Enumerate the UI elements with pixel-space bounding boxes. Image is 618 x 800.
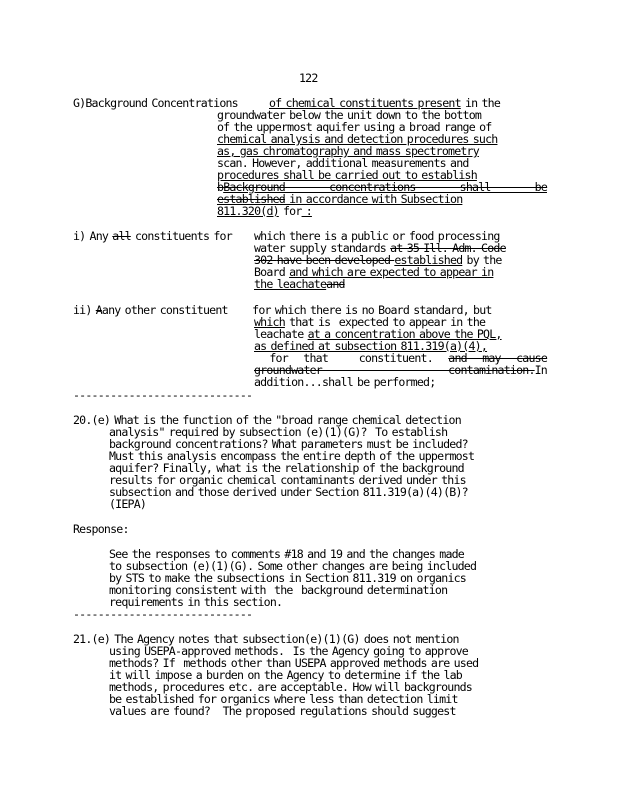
item-i-line-3: 302 have been developed established by the <box>254 253 502 267</box>
question-20-line-8: (IEPA) <box>109 497 147 511</box>
item-ii-line-2: which that is expected to appear in the <box>254 315 486 329</box>
question-21-line-5: methods, procedures etc. are acceptable. How will backgrounds <box>109 680 472 694</box>
question-20-line-4: Must this analysis encompass the entire depth of the uppermost <box>109 449 475 463</box>
separator-1: ----------------------------- <box>73 388 253 402</box>
item-i-line-5: the leachateand <box>254 277 345 291</box>
question-21-line-2: using USEPA-approved methods. Is the Agency going to approve <box>109 644 468 658</box>
question-20-line-5: aquifer? Finally, what is the relationship of the background <box>109 461 464 475</box>
response-line-4: monitoring consistent with the background determination <box>109 583 448 597</box>
section-g-line-8: bBackground concentrations shall be <box>217 180 547 194</box>
section-g-line-6: scan. However, additional measurements and <box>217 156 469 170</box>
section-g-line-1: of chemical constituents present in the <box>269 96 501 110</box>
item-i-line-1: which there is a public or food processing <box>254 229 500 243</box>
section-g-line-2: groundwater below the unit down to the bottom <box>217 108 482 122</box>
section-g-line-10: 811.320(d) for : <box>217 204 312 218</box>
section-g-line-9: established in accordance with Subsection <box>217 192 463 206</box>
question-20-line-2: analysis" required by subsection (e)(1)(G)? To establish <box>109 425 448 439</box>
item-i-line-2: water supply standards at 35 Ill. Adm. Code <box>254 241 506 255</box>
question-21-line-1: 21.(e) The Agency notes that subsection(e)(1)(G) does not mention <box>73 632 459 646</box>
response-line-1: See the responses to comments #18 and 19 and the changes made <box>109 547 464 561</box>
item-ii-line-6: groundwater contamination.In <box>254 363 547 377</box>
section-g-line-4: chemical analysis and detection procedures such <box>217 132 498 146</box>
separator-2: ----------------------------- <box>73 607 253 621</box>
page-number: 122 <box>299 71 318 85</box>
item-ii-line-4: as defined at subsection 811.319(a)(4), <box>254 339 488 353</box>
item-ii-line-5: for that constituent. and may cause <box>254 351 548 365</box>
question-20-line-1: 20.(e) What is the function of the "broad range chemical detection <box>73 413 461 427</box>
item-i-label: i) Any all constituents for <box>73 229 232 243</box>
question-21-line-7: values are found? The proposed regulations should suggest <box>109 704 456 718</box>
item-ii-label: ii) Aany other constituent <box>73 303 228 317</box>
question-20-line-7: subsection and those derived under Section 811.319(a)(4)(B)? <box>109 485 468 499</box>
item-ii-line-7: addition...shall be performed; <box>254 375 436 389</box>
section-g-line-3: of the uppermost aquifer using a broad range of <box>217 120 492 134</box>
response-line-5: requirements in this section. <box>109 595 283 609</box>
response-label: Response: <box>73 522 129 536</box>
section-g-line-5: as, gas chromatography and mass spectrometry <box>217 144 479 158</box>
question-20-line-6: results for organic chemical contaminants derived under this <box>109 473 466 487</box>
question-21-line-6: be established for organics where less than detection limit <box>109 692 458 706</box>
question-21-line-4: it will impose a burden on the Agency to determine if the lab <box>109 668 462 682</box>
question-20-line-3: background concentrations? What parameters must be included? <box>109 437 468 451</box>
question-21-line-3: methods? If methods other than USEPA approved methods are used <box>109 656 479 670</box>
item-ii-line-3: leachate at a concentration above the PQL, <box>254 327 502 341</box>
response-line-3: by STS to make the subsections in Section 811.319 on organics <box>109 571 466 585</box>
item-ii-line-1: for which there is no Board standard, but <box>248 303 492 317</box>
response-line-2: to subsection (e)(1)(G). Some other changes are being included <box>109 559 477 573</box>
section-g-line-7: procedures shall be carried out to establish <box>217 168 477 182</box>
section-g-label: G)Background Concentrations <box>73 96 238 110</box>
item-i-line-4: Board and which are expected to appear in <box>254 265 494 279</box>
